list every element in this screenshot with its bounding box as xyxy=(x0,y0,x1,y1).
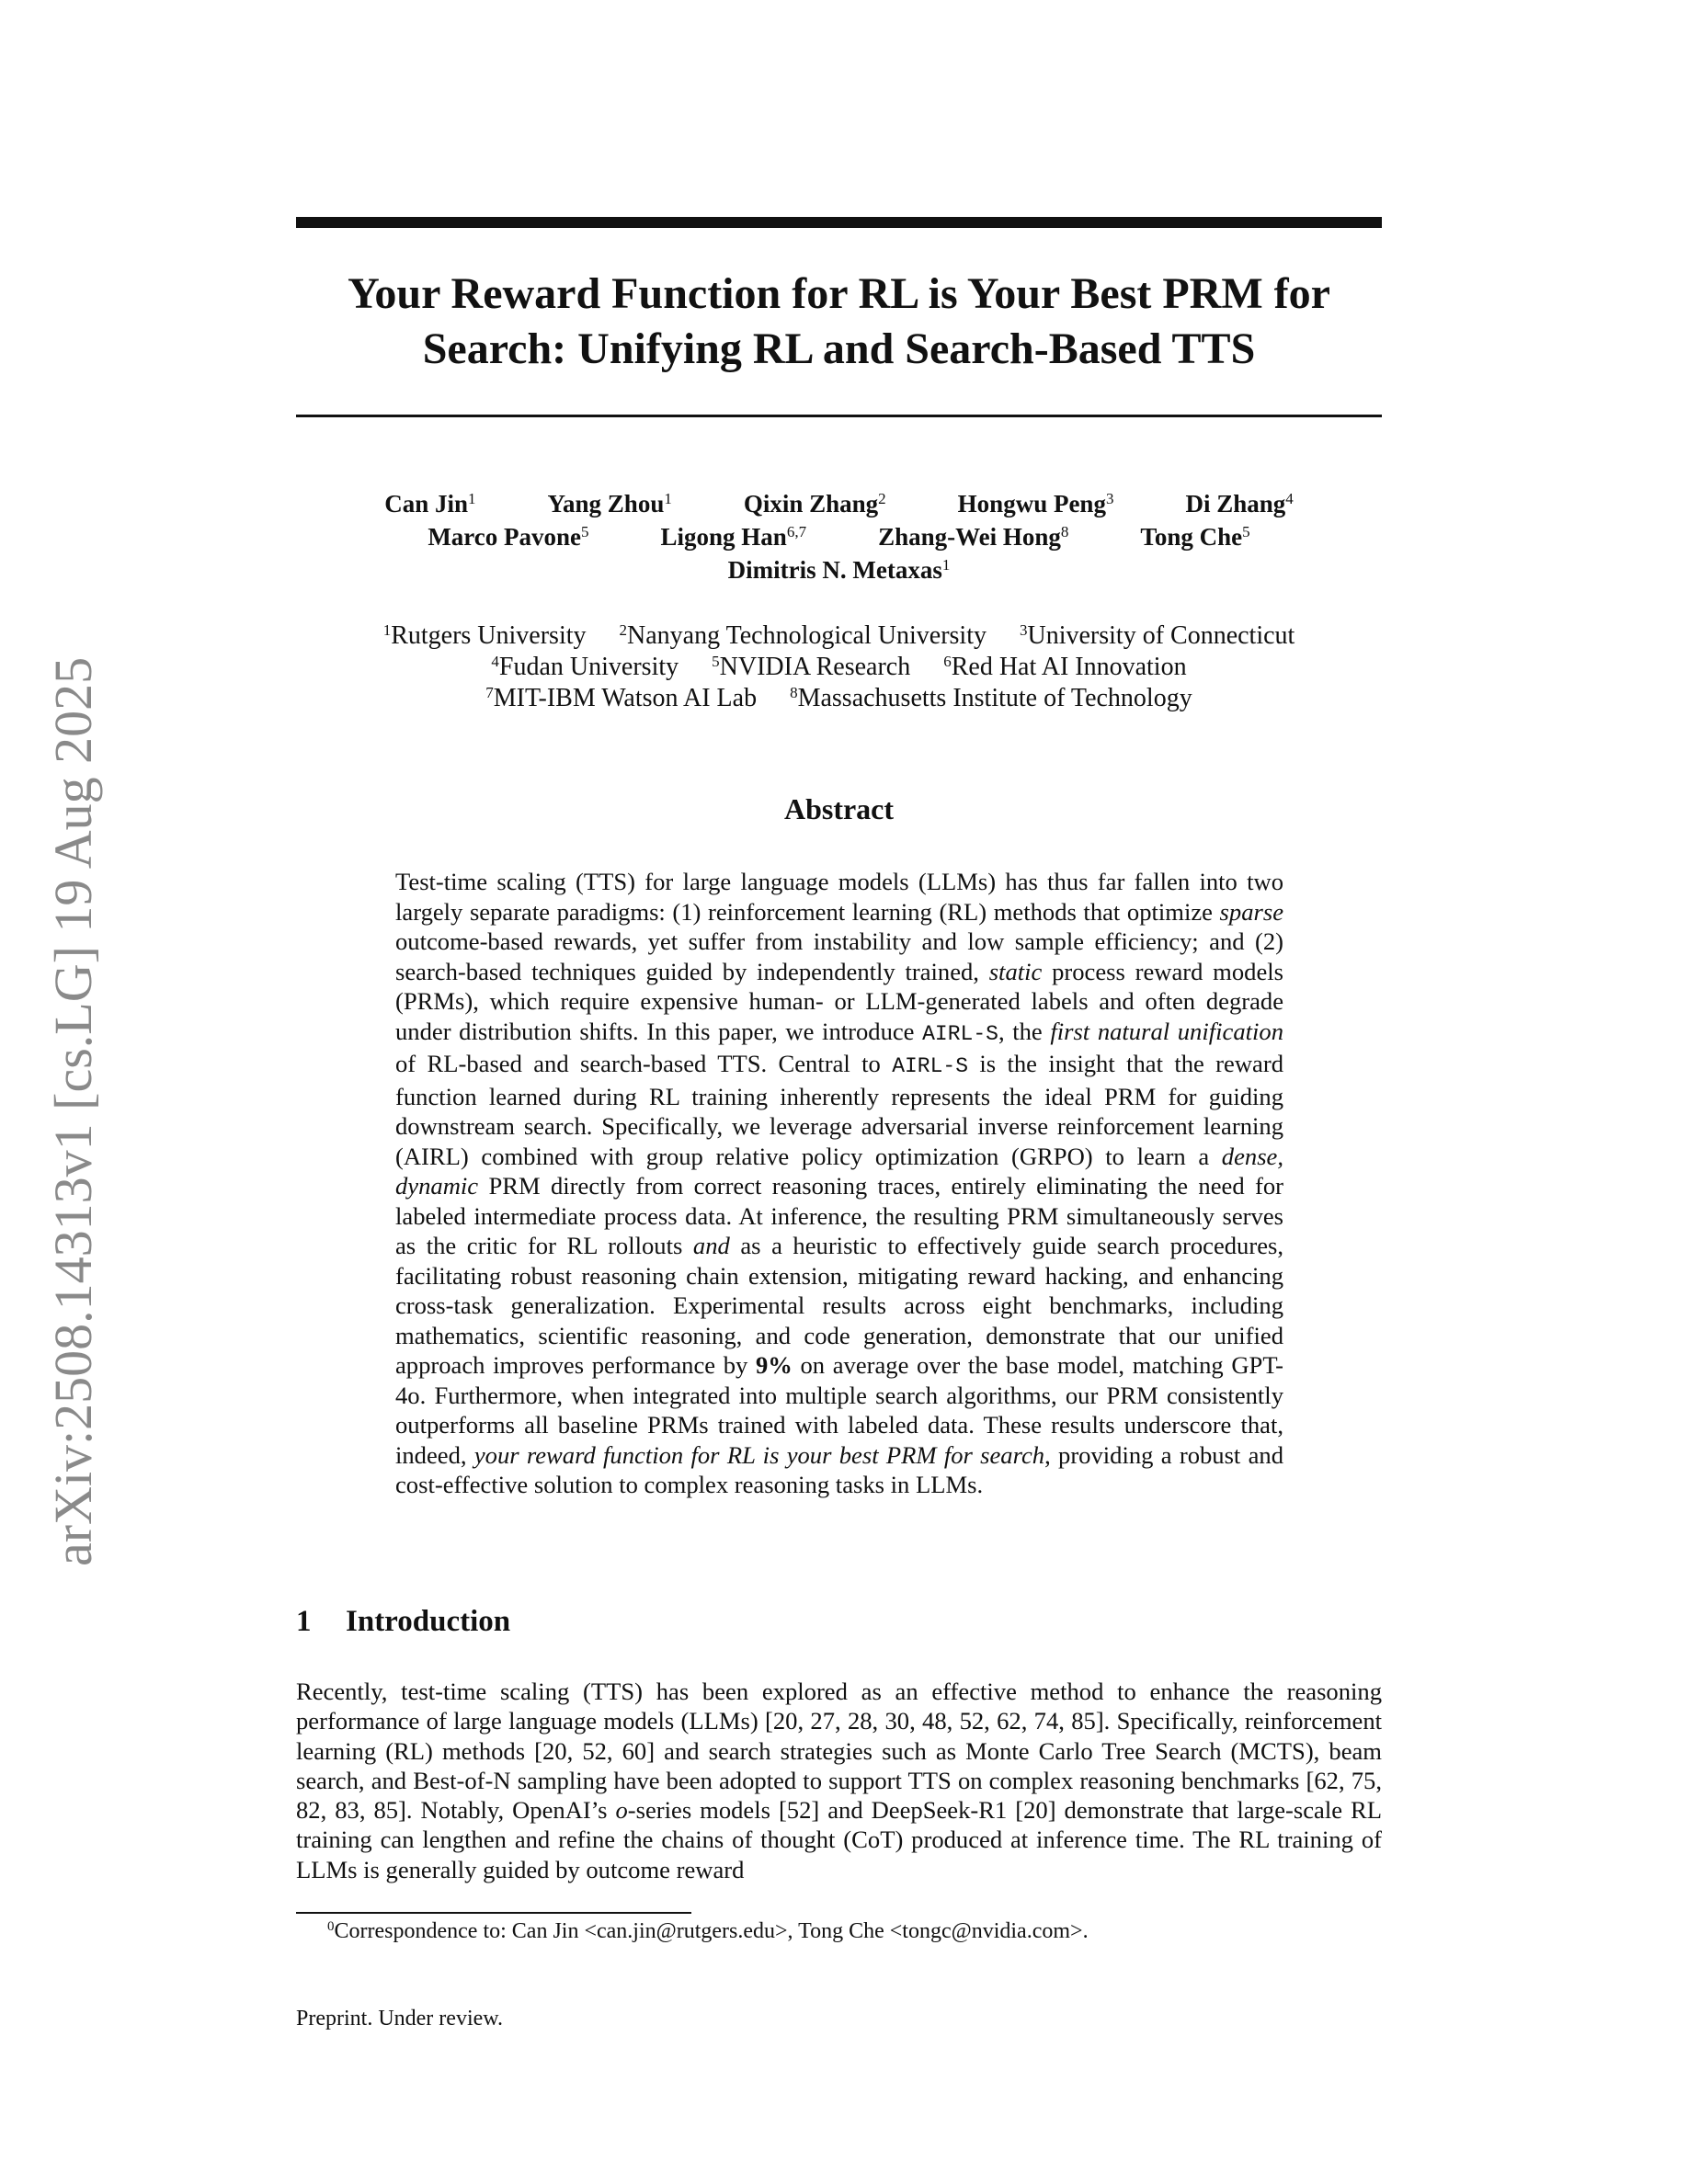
author: Marco Pavone$^5$ xyxy=(428,523,589,551)
affiliation-row-2 xyxy=(296,652,1382,683)
method-name: AIRL-S xyxy=(892,1054,969,1078)
affiliation: $^3$University of Connecticut xyxy=(1019,621,1295,650)
author-row-3 xyxy=(296,553,1382,586)
author-row-2 xyxy=(296,520,1382,553)
author: Yang Zhou$^1$ xyxy=(547,490,672,518)
author: Hongwu Peng$^3$ xyxy=(957,490,1114,518)
footnote-rule xyxy=(296,1912,691,1914)
affiliation: $^8$Massachusetts Institute of Technology xyxy=(790,684,1192,712)
affiliation: $^5$NVIDIA Research xyxy=(712,653,911,681)
author: Zhang-Wei Hong$^8$ xyxy=(878,523,1069,551)
author: Can Jin$^1$ xyxy=(384,490,476,518)
title-bottom-rule xyxy=(296,415,1382,417)
paper-title xyxy=(296,267,1382,377)
affiliation: $^1$Rutgers University xyxy=(382,621,587,650)
arxiv-stamp: arXiv:2508.14313v1 [cs.LG] 19 Aug 2025 xyxy=(43,656,103,1566)
title-line-1: Your Reward Function for RL is Your Best PRM for xyxy=(348,269,1330,318)
author-list xyxy=(296,487,1382,586)
affiliation: $^2$Nanyang Technological University xyxy=(619,621,987,650)
footnote: $^0$Correspondence to: Can Jin <can.jin@rutgers.edu>, Tong Che <tongc@nvidia.com>. xyxy=(327,1919,1089,1943)
method-name: AIRL-S xyxy=(922,1021,998,1046)
affiliation: $^7$MIT-IBM Watson AI Lab xyxy=(485,684,758,712)
affiliation: $^6$Red Hat AI Innovation xyxy=(943,653,1187,681)
affiliation-row-3 xyxy=(296,683,1382,714)
abstract-heading: Abstract xyxy=(783,792,895,825)
affiliation-list xyxy=(296,620,1382,714)
author: Dimitris N. Metaxas$^1$ xyxy=(727,556,951,584)
author: Di Zhang$^4$ xyxy=(1185,490,1294,518)
section-heading-introduction: 1 Introduction xyxy=(296,1605,511,1638)
affiliation-row-1 xyxy=(296,620,1382,652)
title-line-2: Search: Unifying RL and Search-Based TTS xyxy=(422,324,1256,373)
author: Qixin Zhang$^2$ xyxy=(743,490,886,518)
title-top-rule xyxy=(296,217,1382,228)
abstract-body: Test-time scaling (TTS) for large language models (LLMs) has thus far fallen into two largely separate paradigms: (1) reinforcement learning (RL) methods that optimize sparse outcome-based rewards, yet suffer from instability and low sample efficiency; and (2) search-based techniques guided by independently trained, static process reward models (PRMs), which require expensive human- or LLM-generated labels and often degrade under distribution shifts. In this paper, we introduce AIRL-S, the first natural unification of RL-based and search-based TTS. Central to AIRL-S is the insight that the reward function learned during RL training inherently represents the ideal PRM for guiding downstream search. Specifically, we leverage adversarial inverse reinforcement learning (AIRL) combined with group relative policy optimization (GRPO) to learn a dense, dynamic PRM directly from correct reasoning traces, entirely eliminating the need for labeled intermediate process data. At inference, the resulting PRM simultaneously serves as the critic for RL rollouts and as a heuristic to effectively guide search procedures, facilitating robust reasoning chain extension, mitigating reward hacking, and enhancing cross-task generalization. Experimental results across eight benchmarks, including mathematics, scientific reasoning, and code generation, demonstrate that our unified approach improves performance by 9% on average over the base model, matching GPT-4o. Furthermore, when integrated into multiple search algorithms, our PRM consistently outperforms all baseline PRMs trained with labeled data. These results underscore that, indeed, your reward function for RL is your best PRM for search, providing a robust and cost-effective solution to complex reasoning tasks in LLMs. xyxy=(395,868,1284,1498)
introduction-body: Recently, test-time scaling (TTS) has been explored as an effective method to enhance the reasoning performance of large language models (LLMs) [20, 27, 28, 30, 48, 52, 62, 74, 85]. Specifically, reinforcement learning (RL) methods [20, 52, 60] and search strategies such as Monte Carlo Tree Search (MCTS), beam search, and Best-of-N sampling have been adopted to support TTS on complex reasoning benchmarks [62, 75, 82, 83, 85]. Notably, OpenAI’s o-series models [52] and DeepSeek-R1 [20] demonstrate that large-scale RL training can lengthen and refine the chains of thought (CoT) produced at inference time. The RL training of LLMs is generally guided by outcome reward xyxy=(296,1678,1382,1883)
affiliation: $^4$Fudan University xyxy=(491,653,679,681)
author: Tong Che$^5$ xyxy=(1140,523,1250,551)
author: Ligong Han$^{6,7}$ xyxy=(660,523,807,551)
author-row-1 xyxy=(296,487,1382,520)
preprint-note: Preprint. Under review. xyxy=(296,2007,504,2030)
